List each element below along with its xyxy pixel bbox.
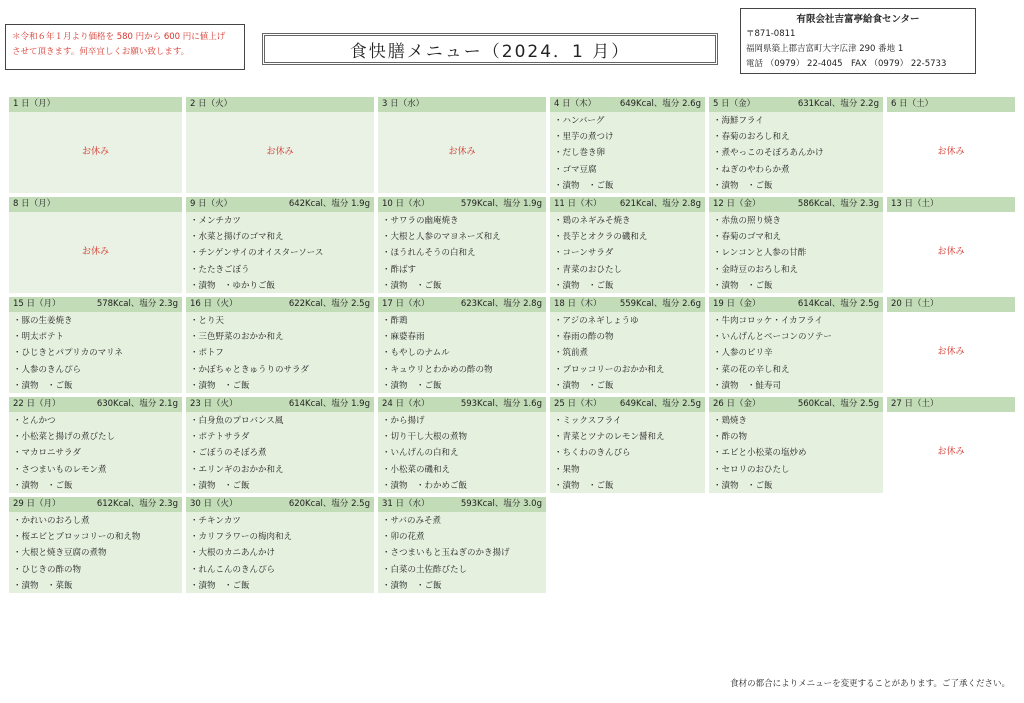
day-cell (9, 397, 182, 493)
day-date: 16 日（火） (190, 299, 238, 309)
day-date: 10 日（水） (382, 199, 430, 209)
day-header (186, 497, 374, 512)
day-header (9, 497, 182, 512)
day-menu (9, 212, 182, 293)
menu-item: ・卯の花煮 (382, 532, 425, 543)
day-menu (9, 312, 182, 393)
company-phone: 電話 （0979） 22-4045 FAX （0979） 22-5733 (746, 59, 947, 69)
menu-item: ・青菜とツナのレモン醤和え (554, 432, 665, 443)
day-header (550, 297, 705, 312)
day-menu (186, 112, 374, 193)
day-header (378, 297, 546, 312)
menu-item: ・エビと小松菜の塩炒め (713, 448, 807, 459)
day-header (378, 497, 546, 512)
menu-item: ・ハンバーグ (554, 116, 605, 126)
day-cell (709, 297, 883, 393)
closed-label: お休み (937, 447, 965, 458)
menu-item: ・煮やっこのそぼろあんかけ (713, 148, 824, 159)
day-date: 1 日（月） (13, 99, 56, 109)
day-nutrition: 579Kcal、塩分 1.9g (460, 199, 542, 209)
day-cell (378, 397, 546, 493)
day-nutrition: 560Kcal、塩分 2.5g (797, 399, 879, 409)
day-date: 4 日（木） (554, 99, 597, 109)
closed-label: お休み (937, 247, 965, 258)
menu-item: ・酢ばす (382, 264, 417, 275)
menu-item: ・たたきごぼう (190, 264, 250, 275)
day-header (186, 297, 374, 312)
day-date: 13 日（土） (891, 199, 939, 209)
menu-item: ・果物 (554, 464, 580, 475)
menu-item: ・春雨の酢の物 (554, 332, 614, 343)
day-header (709, 297, 883, 312)
menu-item: ・ミックスフライ (554, 416, 622, 426)
closed-label: お休み (81, 147, 109, 158)
day-header (378, 397, 546, 412)
day-menu (9, 412, 182, 493)
menu-item: ・ねぎのやわらか煮 (713, 164, 790, 175)
menu-item: ・ちくわのきんぴら (554, 448, 631, 459)
day-header (709, 97, 883, 112)
menu-item: ・ポテトサラダ (190, 432, 250, 443)
day-cell (887, 197, 1015, 293)
menu-item: ・大根と人参のマヨネーズ和え (382, 232, 501, 243)
menu-item: ・麻婆春雨 (382, 332, 425, 343)
day-nutrition: 578Kcal、塩分 2.3g (96, 299, 178, 309)
day-header (9, 197, 182, 212)
day-date: 2 日（火） (190, 99, 233, 109)
company-postal: 〒871-0811 (746, 29, 796, 39)
day-date: 29 日（月） (13, 499, 61, 509)
menu-item: ・白菜の土佐酢びたし (382, 564, 468, 575)
menu-item: ・筑前煮 (554, 348, 589, 359)
day-date: 27 日（土） (891, 399, 939, 409)
day-date: 18 日（木） (554, 299, 602, 309)
menu-item: ・ほうれんそうの白和え (382, 248, 476, 259)
menu-item: ・とり天 (190, 316, 225, 326)
menu-item: ・明太ポテト (13, 332, 65, 343)
day-menu (186, 312, 374, 393)
day-cell (9, 497, 182, 593)
menu-item: ・マカロニサラダ (13, 448, 81, 459)
menu-item: ・海鮮フライ (713, 116, 764, 126)
company-name: 有限会社吉富亭給食センター (796, 14, 920, 25)
day-cell (9, 97, 182, 193)
menu-item: ・れんこんのきんぴら (190, 564, 276, 575)
menu-item: ・漬物 ・ご飯 (13, 380, 73, 391)
day-cell (378, 197, 546, 293)
menu-item: ・漬物 ・鮭寿司 (713, 380, 782, 391)
day-menu (9, 112, 182, 193)
day-nutrition: 642Kcal、塩分 1.9g (288, 199, 370, 209)
day-cell (9, 197, 182, 293)
menu-item: ・だし巻き卵 (554, 148, 606, 159)
day-header (9, 97, 182, 112)
day-date: 9 日（火） (190, 199, 233, 209)
menu-item: ・ポトフ (190, 348, 224, 359)
menu-item: ・漬物 ・ご飯 (13, 480, 73, 491)
day-menu (550, 112, 705, 193)
day-menu (887, 412, 1015, 493)
menu-item: ・豚の生姜焼き (13, 316, 73, 326)
menu-item: ・メンチカツ (190, 216, 241, 226)
menu-item: ・とんかつ (13, 416, 56, 426)
closed-label: お休み (266, 147, 294, 158)
menu-item: ・漬物 ・ご飯 (713, 180, 773, 191)
day-date: 22 日（月） (13, 399, 61, 409)
day-date: 26 日（金） (713, 399, 761, 409)
day-nutrition: 630Kcal、塩分 2.1g (96, 399, 178, 409)
day-menu (378, 212, 546, 293)
day-cell (550, 297, 705, 393)
day-menu (887, 212, 1015, 293)
menu-item: ・ひじきの酢の物 (13, 564, 82, 575)
day-menu (186, 512, 374, 593)
day-menu (186, 212, 374, 293)
day-nutrition: 620Kcal、塩分 2.5g (288, 499, 370, 509)
menu-item: ・漬物 ・ご飯 (554, 180, 614, 191)
menu-item: ・小松菜と揚げの煮びたし (13, 432, 116, 443)
day-menu (887, 112, 1015, 193)
day-cell (709, 397, 883, 493)
day-cell (887, 97, 1015, 193)
day-header (378, 197, 546, 212)
day-cell (186, 297, 374, 393)
day-header (378, 97, 546, 112)
day-nutrition: 631Kcal、塩分 2.2g (797, 99, 879, 109)
menu-item: ・いんげんとベーコンのソテー (713, 332, 832, 343)
menu-item: ・漬物 ・ご飯 (713, 280, 773, 291)
menu-item: ・漬物 ・ご飯 (190, 580, 250, 591)
menu-item: ・漬物 ・ご飯 (382, 580, 442, 591)
menu-item: ・アジのネギしょうゆ (554, 316, 639, 326)
day-nutrition: 593Kcal、塩分 3.0g (460, 499, 542, 509)
day-header (550, 197, 705, 212)
day-header (186, 397, 374, 412)
menu-item: ・春菊のおろし和え (713, 132, 790, 143)
menu-item: ・さつまいもと玉ねぎのかき揚げ (382, 548, 510, 559)
company-info (740, 8, 976, 74)
day-cell (9, 297, 182, 393)
day-cell (378, 297, 546, 393)
day-date: 6 日（土） (891, 99, 934, 109)
day-nutrition: 614Kcal、塩分 2.5g (797, 299, 879, 309)
menu-item: ・桜エビとブロッコリーの和え物 (13, 532, 141, 543)
menu-item: ・牛肉コロッケ・イカフライ (713, 316, 823, 326)
company-address: 福岡県築上郡吉富町大字広津 290 番地 1 (746, 44, 904, 54)
menu-item: ・白身魚のプロバンス風 (190, 416, 284, 426)
day-header (887, 197, 1015, 212)
menu-item: ・長芋とオクラの磯和え (554, 232, 648, 243)
footnote: 食材の都合によりメニューを変更することがあります。ご了承ください。 (730, 679, 1010, 689)
day-menu (378, 312, 546, 393)
day-menu (9, 512, 182, 593)
day-nutrition: 649Kcal、塩分 2.6g (619, 99, 701, 109)
menu-item: ・漬物 ・ご飯 (382, 380, 442, 391)
day-menu (709, 412, 883, 493)
menu-item: ・三色野菜のおかか和え (190, 332, 284, 343)
closed-label: お休み (448, 147, 476, 158)
menu-item: ・里芋の煮つけ (554, 132, 614, 143)
price-notice-line1: ＊令和６年１月より価格を 580 円から 600 円に値上げ (12, 32, 226, 42)
day-menu (550, 412, 705, 493)
menu-item: ・金時豆のおろし和え (713, 264, 799, 275)
menu-item: ・カリフラワーの梅肉和え (190, 532, 293, 543)
day-nutrition: 623Kcal、塩分 2.8g (460, 299, 542, 309)
menu-item: ・かれいのおろし煮 (13, 516, 90, 526)
menu-item: ・菜の花の辛し和え (713, 364, 790, 375)
day-header (186, 97, 374, 112)
day-menu (378, 412, 546, 493)
menu-item: ・もやしのナムル (382, 348, 450, 359)
day-header (709, 197, 883, 212)
day-nutrition: 614Kcal、塩分 1.9g (288, 399, 370, 409)
menu-item: ・鶏のネギみそ焼き (554, 216, 631, 226)
menu-item: ・春菊のゴマ和え (713, 232, 782, 243)
menu-item: ・キュウリとわかめの酢の物 (382, 364, 493, 375)
day-menu (550, 212, 705, 293)
day-date: 11 日（木） (554, 199, 602, 209)
day-cell (550, 97, 705, 193)
day-header (9, 297, 182, 312)
menu-item: ・漬物 ・ご飯 (382, 280, 442, 291)
day-date: 19 日（金） (713, 299, 761, 309)
day-header (9, 397, 182, 412)
menu-item: ・ゴマ豆腐 (554, 164, 597, 175)
menu-item: ・漬物 ・ゆかりご飯 (190, 280, 276, 291)
menu-item: ・切り干し大根の煮物 (382, 432, 468, 443)
day-cell (186, 97, 374, 193)
menu-item: ・から揚げ (382, 416, 425, 426)
day-nutrition: 612Kcal、塩分 2.3g (96, 499, 178, 509)
day-menu (186, 412, 374, 493)
menu-item: ・人参のきんぴら (13, 364, 82, 375)
day-cell (550, 397, 705, 493)
menu-item: ・鶏焼き (713, 416, 748, 426)
menu-item: ・漬物 ・ご飯 (554, 380, 614, 391)
day-cell (887, 397, 1015, 493)
menu-item: ・酢の物 (713, 432, 748, 443)
day-menu (709, 312, 883, 393)
day-cell (887, 297, 1015, 393)
day-cell (378, 497, 546, 593)
day-nutrition: 649Kcal、塩分 2.5g (619, 399, 701, 409)
menu-item: ・さつまいものレモン煮 (13, 464, 107, 475)
day-menu (378, 512, 546, 593)
day-cell (186, 397, 374, 493)
day-date: 5 日（金） (713, 99, 756, 109)
menu-item: ・漬物 ・わかめご飯 (382, 480, 468, 491)
day-cell (186, 197, 374, 293)
menu-item: ・酢鶏 (382, 316, 408, 326)
day-header (550, 97, 705, 112)
closed-label: お休み (937, 347, 965, 358)
day-nutrition: 622Kcal、塩分 2.5g (288, 299, 370, 309)
menu-item: ・青菜のおひたし (554, 264, 623, 275)
day-menu (378, 112, 546, 193)
day-header (887, 397, 1015, 412)
day-nutrition: 593Kcal、塩分 1.6g (460, 399, 542, 409)
day-date: 15 日（月） (13, 299, 61, 309)
menu-item: ・かぼちゃときゅうりのサラダ (190, 364, 309, 375)
day-nutrition: 559Kcal、塩分 2.6g (619, 299, 701, 309)
price-notice (5, 24, 245, 70)
day-nutrition: 621Kcal、塩分 2.8g (619, 199, 701, 209)
menu-item: ・水菜と揚げのゴマ和え (190, 232, 284, 243)
day-date: 3 日（水） (382, 99, 425, 109)
menu-item: ・漬物 ・ご飯 (554, 480, 614, 491)
day-date: 31 日（水） (382, 499, 430, 509)
day-header (887, 97, 1015, 112)
day-cell (186, 497, 374, 593)
menu-item: ・ブロッコリーのおかか和え (554, 364, 665, 375)
menu-item: ・漬物 ・ご飯 (190, 480, 250, 491)
menu-item: ・赤魚の照り焼き (713, 216, 782, 226)
menu-item: ・コーンサラダ (554, 248, 614, 259)
day-date: 12 日（金） (713, 199, 761, 209)
menu-item: ・漬物 ・ご飯 (554, 280, 614, 291)
day-date: 30 日（火） (190, 499, 238, 509)
day-date: 20 日（土） (891, 299, 939, 309)
page-title: 食快膳メニュー（2024．1 月） (262, 33, 718, 65)
menu-item: ・エリンギのおかか和え (190, 464, 284, 475)
menu-item: ・サワラの幽庵焼き (382, 216, 459, 226)
day-header (186, 197, 374, 212)
day-header (887, 297, 1015, 312)
day-menu (887, 312, 1015, 393)
menu-item: ・セロリのおひたし (713, 464, 790, 475)
day-date: 25 日（木） (554, 399, 602, 409)
day-date: 8 日（月） (13, 199, 56, 209)
closed-label: お休み (81, 247, 109, 258)
menu-item: ・レンコンと人参の甘酢 (713, 248, 807, 259)
day-cell (709, 197, 883, 293)
day-cell (378, 97, 546, 193)
closed-label: お休み (937, 147, 965, 158)
day-date: 24 日（水） (382, 399, 430, 409)
menu-item: ・漬物 ・ご飯 (713, 480, 773, 491)
menu-item: ・ごぼうのそぼろ煮 (190, 448, 267, 459)
menu-item: ・サバのみそ煮 (382, 516, 441, 526)
day-date: 17 日（水） (382, 299, 430, 309)
menu-item: ・大根と焼き豆腐の煮物 (13, 548, 107, 559)
day-header (709, 397, 883, 412)
day-cell (550, 197, 705, 293)
menu-item: ・チキンカツ (190, 516, 241, 526)
menu-item: ・いんげんの白和え (382, 448, 459, 459)
day-date: 23 日（火） (190, 399, 238, 409)
menu-item: ・チンゲンサイのオイスターソース (190, 248, 324, 259)
menu-item: ・漬物 ・菜飯 (13, 580, 73, 591)
price-notice-line2: させて頂きます。何卒宜しくお願い致します。 (12, 47, 190, 57)
menu-item: ・漬物 ・ご飯 (190, 380, 250, 391)
day-cell (709, 97, 883, 193)
day-header (550, 397, 705, 412)
day-nutrition: 586Kcal、塩分 2.3g (797, 199, 879, 209)
day-menu (709, 112, 883, 193)
menu-item: ・ひじきとパプリカのマリネ (13, 348, 123, 359)
menu-item: ・小松菜の磯和え (382, 464, 451, 475)
day-menu (550, 312, 705, 393)
menu-item: ・人参のピリ辛 (713, 348, 773, 359)
day-menu (709, 212, 883, 293)
menu-item: ・大根のカニあんかけ (190, 548, 276, 559)
